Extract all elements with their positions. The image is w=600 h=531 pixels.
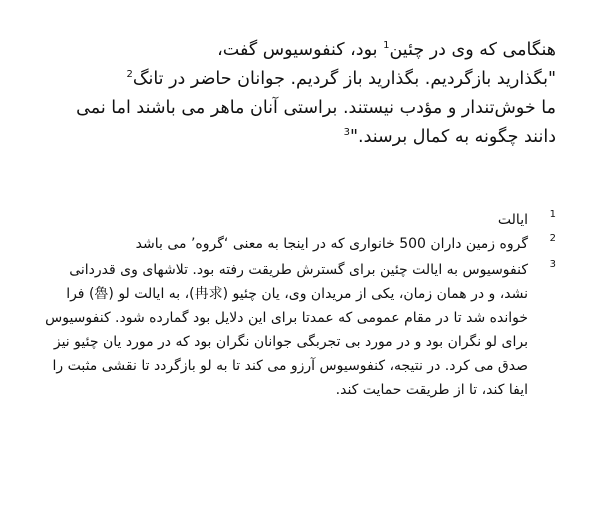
footnote-number: 2: [549, 233, 556, 244]
footnote-text: کنفوسیوس به ایالت چئین برای گسترش طریقت رفته بود. تلاشهای وی قدردانی نشد، و در همان زمان، یکی از مریدان وی، یان چئیو (冉求)، به ایالت لو (魯) فرا خوانده شد تا در مقام عمومی که عمدتا برای این دلایل بود گمارده شود. کنفوسیوس برای لو نگران بود و در مورد بی تجربگی جوانان نگران بود که در مورد یان چئیو نیز صدق می کرد. در نتیجه، کنفوسیوس آرزو می کند تا به لو بازگردد تا نقشی مثبت را ایفا کند، تا از طریقت حمایت کند.: [45, 262, 528, 398]
footnote-number: 1: [549, 209, 556, 220]
footnote-item: [38, 208, 556, 232]
footnote-item: [38, 232, 556, 256]
paragraph-text: "بگذارید بازگردیم. بگذارید باز گردیم. جوانان حاضر در تانگ: [132, 69, 556, 89]
footnotes: [38, 208, 556, 404]
footnote-number: 3: [549, 259, 556, 270]
footnote-text: ایالت: [497, 212, 528, 228]
paragraph-text: هنگامی که وی در چئین: [389, 40, 556, 60]
footnote-item: [38, 258, 556, 402]
paragraph-text: دانند چگونه به کمال برسند.": [349, 127, 556, 147]
main-paragraph: [38, 36, 556, 152]
footnote-text: گروه زمین داران 500 خانواری که در اینجا به معنی ‘گروه’ می باشد: [135, 236, 528, 252]
footnote-ref: 2: [126, 69, 133, 81]
footnote-ref: 1: [383, 40, 390, 52]
footnote-ref: 3: [343, 127, 350, 139]
paragraph-text: ما خوش‌تندار و مؤدب نیستند. براستی آنان ماهر می باشند اما نمی: [76, 98, 556, 118]
paragraph-text: بود، کنفوسیوس گفت،: [217, 40, 378, 60]
